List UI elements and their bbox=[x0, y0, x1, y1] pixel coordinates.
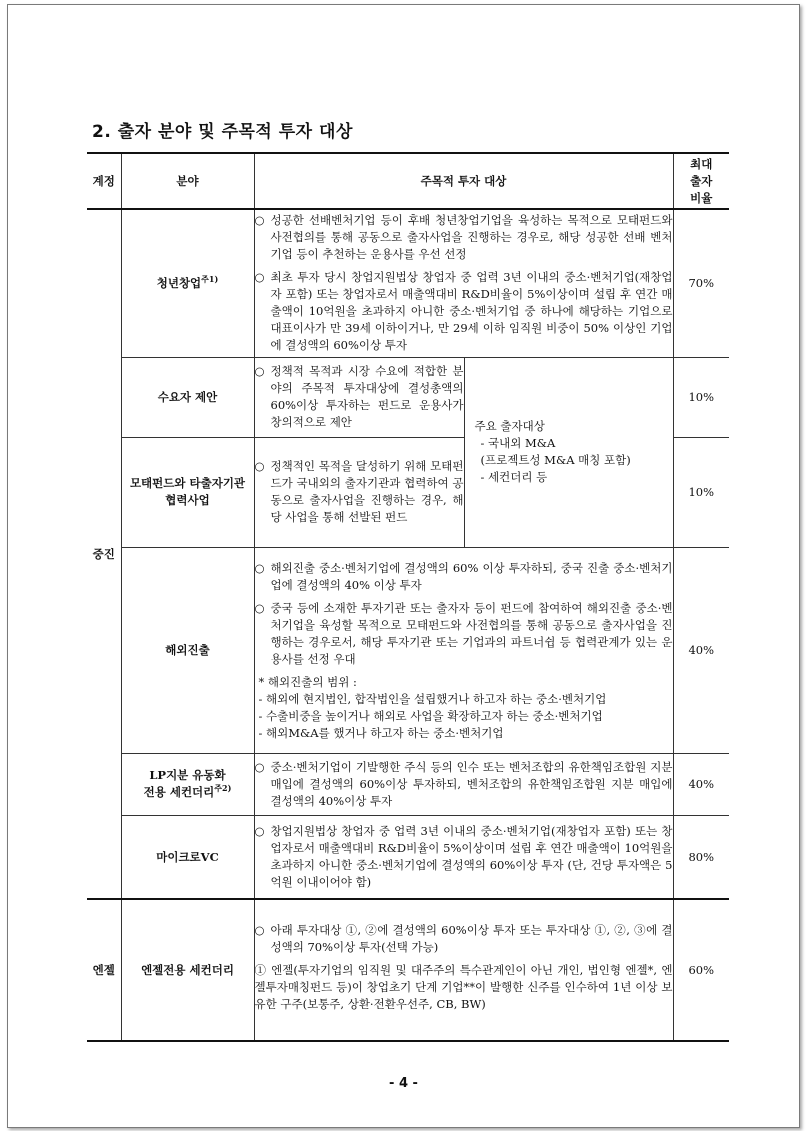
bullet-icon: ○ bbox=[254, 459, 265, 473]
list-item: ○ 중소·벤처기업이 기발행한 주식 등의 인수 또는 벤처조합의 유한책임조합원 지분 매입에 결성액의 60%이상 투자하되, 벤처조합의 유한책임조합원 지분 매입에 결성액의 40%이상 투자 bbox=[254, 759, 673, 808]
shared-target-item: - 세컨더리 등 bbox=[480, 470, 548, 484]
field-coop bbox=[121, 437, 254, 547]
field-lp-label-2: 전용 세컨더리 bbox=[143, 785, 215, 799]
field-micro-vc: 마이크로VC bbox=[121, 815, 254, 899]
table-row-youth bbox=[87, 209, 729, 357]
page-number: - 4 - bbox=[389, 1076, 418, 1091]
header-ratio-line2: 출자 bbox=[690, 173, 713, 188]
header-max-ratio bbox=[673, 153, 729, 209]
shared-target-title: 주요 출자대상 bbox=[474, 419, 545, 433]
list-item: ○ 최초 투자 당시 창업지원법상 창업자 중 업력 3년 이내의 중소·벤처기업(재창업자 포함) 또는 창업자로서 매출액대비 R&D비율이 5%이상이며 설립 후 연간 매출액이 10억원을 초과하지 아니한 중소·벤처기업 중 하나에 해당하는 기업으로 대표이사가 만 39세 이하이거나, 만 29세 이하 임직원 비중이 50% 이상인 기업에 결성액의 60%이상 투자 bbox=[254, 270, 673, 353]
field-angel-secondary: 엔젤전용 세컨더리 bbox=[121, 899, 254, 1041]
target-coop bbox=[254, 437, 464, 547]
list-item: ○ 해외진출 중소·벤처기업에 결성액의 60% 이상 투자하되, 중국 진출 중소·벤처기업에 결성액의 40% 이상 투자 bbox=[254, 561, 673, 592]
bullet-icon: ○ bbox=[254, 601, 265, 615]
bullet-icon: ○ bbox=[254, 561, 265, 575]
overseas-note-title: * 해외진출의 범위 : bbox=[258, 675, 357, 689]
table-row-angel bbox=[87, 899, 729, 1041]
ratio-coop: 10% bbox=[673, 437, 729, 547]
table-row-micro bbox=[87, 815, 729, 899]
target-youth bbox=[254, 209, 673, 357]
shared-target-cell bbox=[464, 357, 673, 547]
header-field: 분야 bbox=[121, 153, 254, 209]
header-ratio-line1: 최대 bbox=[690, 156, 713, 171]
field-lp-secondary bbox=[121, 753, 254, 815]
shared-target-item: (프로젝트성 M&A 매칭 포함) bbox=[480, 453, 631, 467]
section-title: 2. 출자 분야 및 주목적 투자 대상 bbox=[92, 122, 353, 142]
footnote-mark-1: 주1) bbox=[201, 273, 219, 284]
footnote-mark-2: 주2) bbox=[214, 783, 232, 794]
overseas-note-item: - 해외에 현지법인, 합작법인을 설립했거나 하고자 하는 중소·벤처기업 bbox=[258, 692, 607, 706]
list-item: ○ 정책적 목적과 시장 수요에 적합한 분야의 주목적 투자대상에 결성총액의 60%이상 투자하는 펀드로 운용사가 창의적으로 제안 bbox=[254, 364, 464, 429]
ratio-overseas: 40% bbox=[673, 547, 729, 753]
header-stage: 계정 bbox=[87, 153, 121, 209]
investment-target-table bbox=[87, 152, 729, 1042]
bullet-icon: ○ bbox=[254, 213, 265, 228]
header-target: 주목적 투자 대상 bbox=[254, 153, 673, 209]
table-row-overseas bbox=[87, 547, 729, 753]
ratio-demand: 10% bbox=[673, 357, 729, 437]
field-coop-label-1: 모태펀드와 타출자기관 bbox=[129, 476, 246, 490]
header-ratio-line3: 비율 bbox=[690, 190, 713, 205]
target-angel bbox=[254, 899, 673, 1041]
ratio-micro: 80% bbox=[673, 815, 729, 899]
field-lp-label-1: LP지분 유동화 bbox=[149, 768, 226, 782]
list-item: ○ 중국 등에 소재한 투자기관 또는 출자자 등이 펀드에 참여하여 해외진출 중소·벤처기업을 육성할 목적으로 모태펀드와 사전협의를 통해 공동으로 출자사업을 진행하는 경우로서, 해당 투자기관 또는 기업과의 파트너쉽 등 협력관계가 있는 운용사를 선정 우대 bbox=[254, 601, 673, 666]
overseas-note-item: - 해외M&A를 했거나 하고자 하는 중소·벤처기업 bbox=[258, 726, 504, 740]
list-item: ○ 정책적인 목적을 달성하기 위해 모태펀드가 국내외의 출자기관과 협력하여 공동으로 출자사업을 진행하는 경우, 해당 사업을 통해 선발된 펀드 bbox=[254, 459, 464, 524]
category-growth: 중진 bbox=[87, 209, 121, 899]
field-demand-proposal: 수요자 제안 bbox=[121, 357, 254, 437]
target-overseas bbox=[254, 547, 673, 753]
field-coop-label-2: 협력사업 bbox=[165, 493, 210, 507]
table-header-row bbox=[87, 153, 729, 209]
category-angel: 엔젤 bbox=[87, 899, 121, 1041]
table-row-demand bbox=[87, 357, 729, 437]
bullet-icon: ○ bbox=[254, 364, 265, 378]
overseas-note-item: - 수출비중을 높이거나 해외로 사업을 확장하고자 하는 중소·벤처기업 bbox=[258, 709, 603, 723]
field-youth-label: 청년창업 bbox=[156, 275, 202, 290]
ratio-lp: 40% bbox=[673, 753, 729, 815]
ratio-angel: 60% bbox=[673, 899, 729, 1041]
field-youth-startup bbox=[121, 209, 254, 357]
target-lp bbox=[254, 753, 673, 815]
bullet-icon: ○ bbox=[254, 922, 265, 937]
angel-item-1: ① 엔젤(투자기업의 임직원 및 대주주의 특수관계인이 아닌 개인, 법인형 엔젤*, 엔젤투자매칭펀드 등)이 창업초기 단계 기업**이 발행한 신주를 인수하여 1년 이상 보유한 구주(보통주, 상환·전환우선주, CB, BW) bbox=[254, 962, 673, 1011]
shared-target-item: - 국내외 M&A bbox=[480, 436, 556, 450]
bullet-icon: ○ bbox=[254, 824, 265, 838]
list-item: ○ 아래 투자대상 ①, ②에 결성액의 60%이상 투자 또는 투자대상 ①, ②, ③에 결성액의 70%이상 투자(선택 가능) bbox=[254, 922, 673, 954]
list-item: ○ 창업지원법상 창업자 중 업력 3년 이내의 중소·벤처기업(재창업자 포함) 또는 창업자로서 매출액대비 R&D비율이 5%이상이며 설립 후 연간 매출액이 10억원을 초과하지 아니한 중소·벤처기업에 결성액의 60%이상 투자 (단, 건당 투자액은 5억원 이내이어야 함) bbox=[254, 824, 673, 889]
bullet-icon: ○ bbox=[254, 270, 265, 285]
list-item: ○ 성공한 선배벤처기업 등이 후배 청년창업기업을 육성하는 목적으로 모태펀드와 사전협의를 통해 공동으로 출자사업을 진행하는 경우로, 해당 성공한 선배 벤처기업 등이 추천하는 운용사를 우선 선정 bbox=[254, 213, 673, 262]
bullet-icon: ○ bbox=[254, 759, 265, 774]
table-row-lp bbox=[87, 753, 729, 815]
field-overseas: 해외진출 bbox=[121, 547, 254, 753]
ratio-youth: 70% bbox=[673, 209, 729, 357]
target-demand bbox=[254, 357, 464, 437]
target-micro bbox=[254, 815, 673, 899]
